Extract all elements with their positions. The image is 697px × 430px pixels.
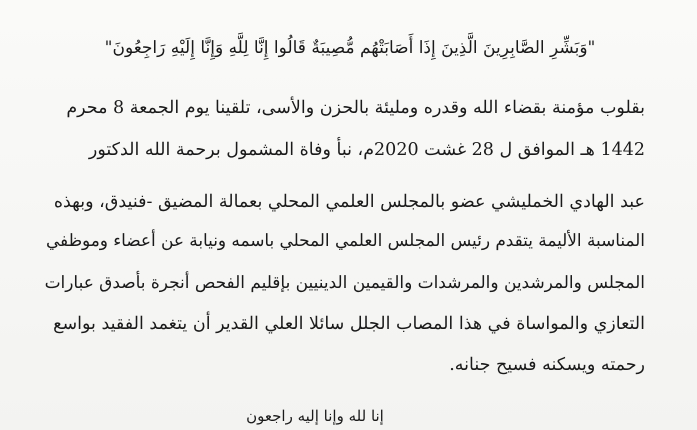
paragraph-line-3: عبد الهادي الخمليشي عضو بالمجلس العلمي المحلي بعمالة المضيق -فنيدق، وبهذه	[53, 192, 645, 212]
paragraph-line-4: المناسبة الأليمة يتقدم رئيس المجلس العلمي المحلي باسمه ونيابة عن أعضاء وموظفي	[46, 230, 645, 250]
paragraph-line-7: رحمته ويسكنه فسيح جنانه.	[449, 355, 645, 375]
closing-phrase: إنا لله وإنا إليه راجعون	[246, 407, 384, 425]
paragraph-line-5: المجلس والمرشدين والمرشدات والقيمين الدينيين بإقليم الفحص أنجرة بأصدق عبارات	[44, 272, 645, 292]
quran-verse: "وَبَشِّرِ الصَّابِرِينَ الَّذِينَ إِذَا أَصَابَتْهُم مُّصِيبَةٌ قَالُوا إِنَّا لِلَّهِ وَإِنَّا إِلَيْهِ رَاجِعُونَ"	[104, 38, 596, 58]
paragraph-line-1: بقلوب مؤمنة بقضاء الله وقدره ومليئة بالحزن والأسى، تلقينا يوم الجمعة 8 محرم	[66, 98, 645, 118]
paragraph-line-2: 1442 هـ الموافق ل 28 غشت 2020م، نبأ وفاة المشمول برحمة الله الدكتور	[88, 140, 645, 160]
paragraph-line-6: التعازي والمواساة في هذا المصاب الجلل سائلا العلي القدير أن يتغمد الفقيد بواسع	[53, 314, 645, 334]
